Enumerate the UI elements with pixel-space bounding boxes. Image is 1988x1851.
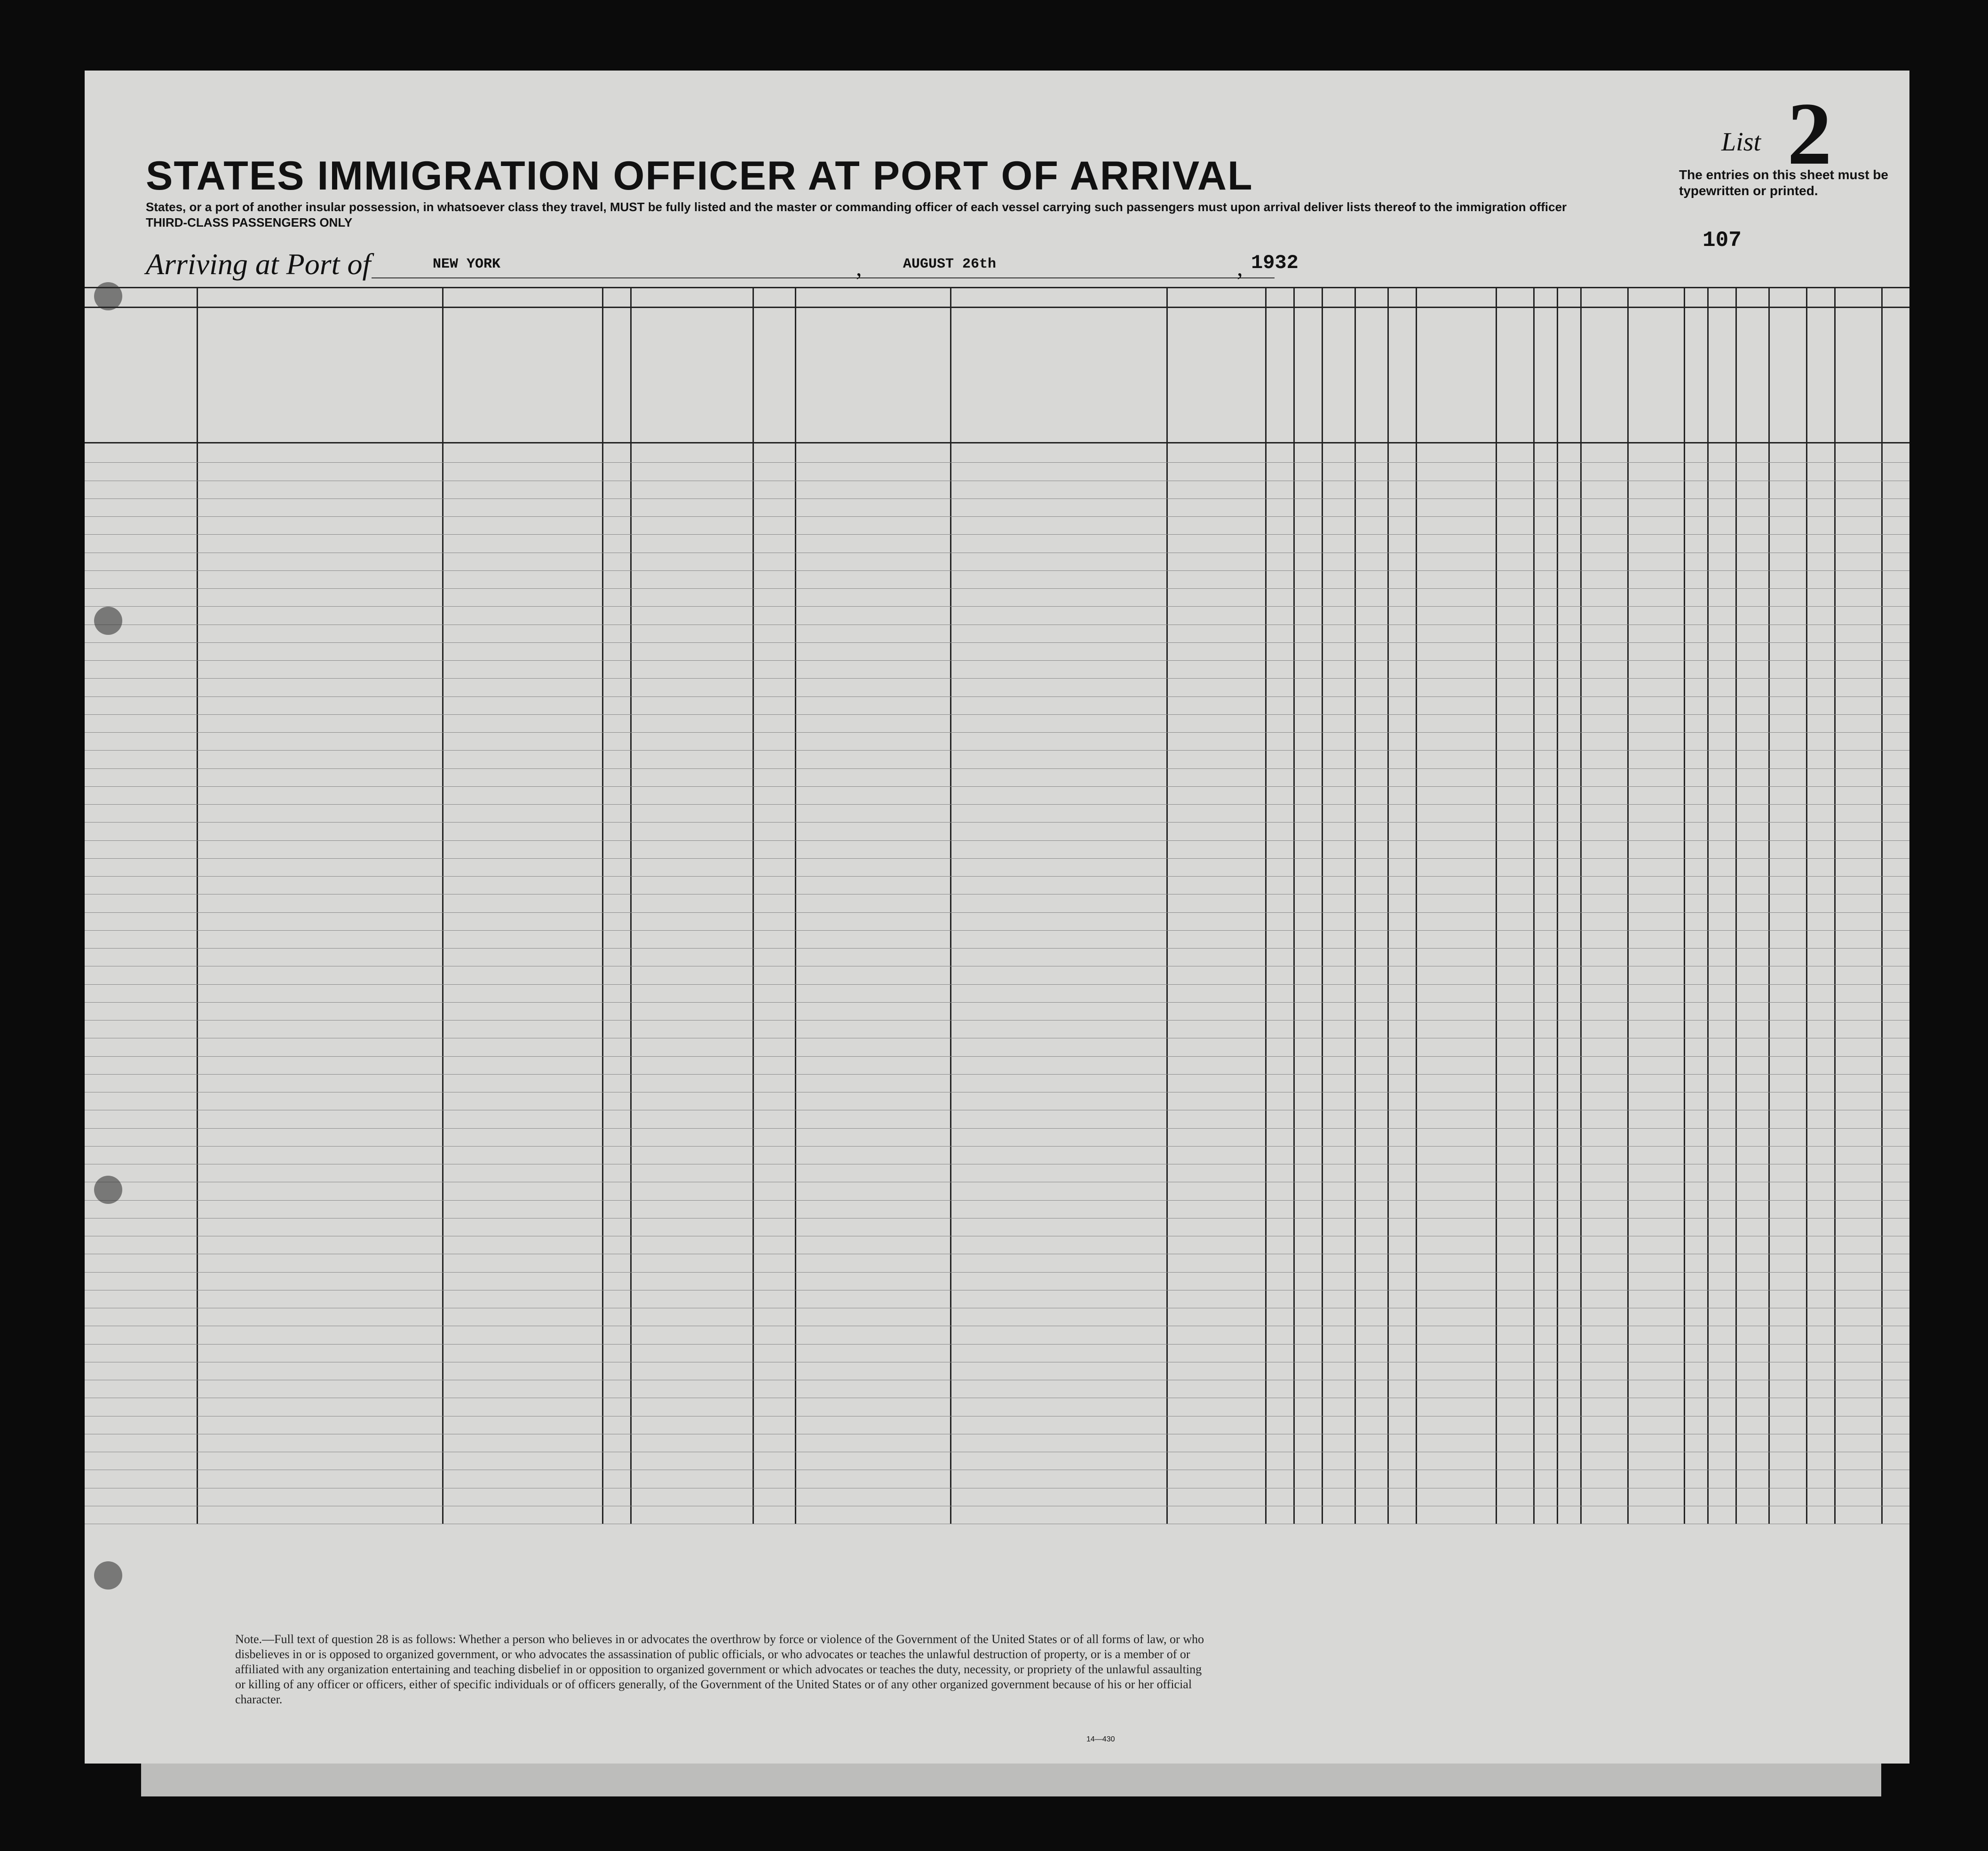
column-divider (1806, 287, 1807, 1524)
arrival-date: AUGUST 26th (903, 256, 997, 272)
manifest-table (85, 287, 1909, 1524)
column-divider (630, 287, 632, 1524)
column-divider (1293, 287, 1295, 1524)
arriving-label: Arriving at Port of (146, 247, 371, 281)
column-header-c18_b (484, 357, 602, 386)
column-divider (1627, 287, 1629, 1524)
row-mid-divider (85, 714, 1909, 715)
column-header-c22_date (917, 386, 950, 437)
header-bottom-rule (85, 442, 1909, 443)
row-divider (85, 516, 1909, 517)
column-header-c36_hair (1773, 404, 1801, 419)
row-mid-divider (85, 534, 1909, 535)
row-divider (85, 768, 1909, 769)
column-header-c18_state (484, 400, 522, 414)
column-divider (1533, 287, 1535, 1524)
column-header-c34 (1684, 353, 1735, 367)
sheet-number: 107 (1703, 228, 1742, 253)
header-divider (85, 307, 1909, 308)
column-header-c27 (1420, 315, 1441, 437)
column-divider (1496, 287, 1497, 1524)
row-mid-divider (85, 498, 1909, 499)
row-divider (85, 660, 1909, 661)
row-divider (85, 1272, 1909, 1273)
column-divider (1707, 287, 1709, 1524)
column-header-c23 (959, 348, 1157, 414)
underlying-sheet-edge (141, 1759, 1881, 1796)
column-header-c22_yesno (797, 386, 821, 414)
column-divider (1322, 287, 1323, 1524)
column-header-c34_inches (1707, 404, 1735, 419)
port-underline (372, 277, 936, 278)
row-divider (85, 948, 1909, 949)
column-header-c22_sub (797, 353, 948, 365)
column-divider (950, 287, 951, 1524)
column-header-no_on_list (89, 357, 193, 395)
column-header-c30 (1537, 315, 1555, 437)
column-header-c32 (1583, 348, 1625, 404)
column-header-c20 (635, 336, 748, 379)
column-header-c26 (1391, 315, 1412, 437)
column-header-c33 (1630, 348, 1681, 428)
binding-hole (94, 607, 122, 635)
column-header-c18_a (444, 367, 477, 437)
column-header-c22_where (875, 395, 917, 414)
column-divider (1265, 287, 1267, 1524)
row-divider (85, 912, 1909, 913)
arrival-year: 1932 (1251, 252, 1299, 274)
column-header-c36 (1771, 353, 1832, 367)
column-divider (1580, 287, 1582, 1524)
list-number: 2 (1787, 85, 1832, 183)
column-divider (1416, 287, 1417, 1524)
column-divider (1735, 287, 1737, 1524)
column-header-c20_sub (633, 381, 750, 437)
column-divider (1387, 287, 1389, 1524)
column-header-c24-b (1270, 346, 1291, 437)
column-divider (795, 287, 796, 1524)
column-header-c25 (1362, 315, 1385, 437)
column-header-c29 (1500, 315, 1531, 437)
row-mid-divider (85, 1146, 1909, 1147)
list-note: The entries on this sheet must be typewritten or printed. (1679, 167, 1888, 198)
column-divider (1768, 287, 1770, 1524)
column-divider (752, 287, 754, 1524)
column-header-c28 (1449, 315, 1493, 437)
column-divider (442, 287, 444, 1524)
column-header-c31 (1560, 315, 1578, 437)
header-class: THIRD-CLASS PASSENGERS ONLY (146, 215, 353, 229)
row-divider (85, 1056, 1909, 1057)
table-top-rule (85, 287, 1909, 288)
row-mid-divider (85, 678, 1909, 679)
column-header-c35 (1738, 381, 1766, 409)
column-divider (1354, 287, 1356, 1524)
row-divider (85, 984, 1909, 985)
row-divider (85, 1200, 1909, 1201)
row-divider (85, 876, 1909, 877)
question-28-note: Note.—Full text of question 28 is as follows: Whether a person who believes in or advocates the overthrow by force or violence of the Government of the United States or of all forms of law, or who disbelieves in or is opposed to organized government, or who advocates the assassination of public officials, or who advocates or teaches the unlawful destruction of property, or is a member of or affiliated with any organization entertaining and teaching disbelief in or opposition to organized government or which advocates or teaches the duty, necessity, or propriety of the unlawful assaulting or killing of any officer or officers, either of specific individuals or of officers generally, of the Government of the United States or of any other organized government because of his or her official character. (235, 1632, 1204, 1706)
row-mid-divider (85, 642, 1909, 643)
column-header-c18_sub (447, 340, 597, 352)
column-header-c19 (609, 315, 628, 437)
row-mid-divider (85, 930, 1909, 931)
comma-separator-2: , (1237, 254, 1243, 281)
row-divider (85, 804, 1909, 805)
column-header-c37 (1837, 374, 1907, 388)
row-mid-divider (85, 750, 1909, 751)
column-header-c24-a (1176, 346, 1260, 437)
column-header-c35_mark (1738, 414, 1766, 428)
column-header-c36_eyes (1806, 404, 1834, 419)
column-header-c22_year (825, 395, 868, 437)
column-divider (1557, 287, 1558, 1524)
column-header-c21 (762, 315, 785, 437)
row-mid-divider (85, 822, 1909, 823)
row-mid-divider (85, 606, 1909, 607)
list-label: List (1721, 127, 1761, 157)
column-divider (1834, 287, 1836, 1524)
row-divider (85, 1344, 1909, 1345)
column-divider (1881, 287, 1883, 1524)
row-divider (85, 696, 1909, 697)
binding-hole (94, 1176, 122, 1204)
comma-separator: , (856, 254, 862, 281)
binding-hole (94, 282, 122, 310)
row-divider (85, 1128, 1909, 1129)
page-title: STATES IMMIGRATION OFFICER AT PORT OF ARRIVAL (146, 153, 1253, 198)
form-number: 14—430 (1086, 1735, 1115, 1743)
header-instruction: States, or a port of another insular possession, in whatsoever class they travel, MUST be fully listed and the master or commanding officer of each vessel carrying such passengers must upon arrival deliver lists thereof to the immigration officer (146, 200, 1567, 214)
column-header-c34_feet (1684, 404, 1707, 419)
row-mid-divider (85, 1002, 1909, 1003)
column-header-c17 (207, 348, 433, 404)
row-divider (85, 732, 1909, 733)
column-divider (197, 287, 198, 1524)
column-divider (1166, 287, 1168, 1524)
column-header-c18_city (527, 400, 602, 414)
row-mid-divider (85, 786, 1909, 787)
date-underline (875, 277, 1275, 278)
column-header-c18 (447, 327, 597, 341)
manifest-page (85, 71, 1909, 1764)
row-divider (85, 840, 1909, 841)
row-mid-divider (85, 570, 1909, 571)
column-header-c22 (797, 320, 948, 353)
row-mid-divider (85, 858, 1909, 859)
column-divider (602, 287, 603, 1524)
column-header-c24-c (1298, 346, 1319, 437)
row-mid-divider (85, 1074, 1909, 1075)
column-header-c22_ifyes (856, 369, 903, 381)
row-mid-divider (85, 462, 1909, 463)
column-header-c24 (1171, 315, 1354, 343)
row-divider (85, 588, 1909, 589)
binding-hole (94, 1561, 122, 1590)
column-divider (1684, 287, 1685, 1524)
arrival-port: NEW YORK (433, 256, 501, 272)
